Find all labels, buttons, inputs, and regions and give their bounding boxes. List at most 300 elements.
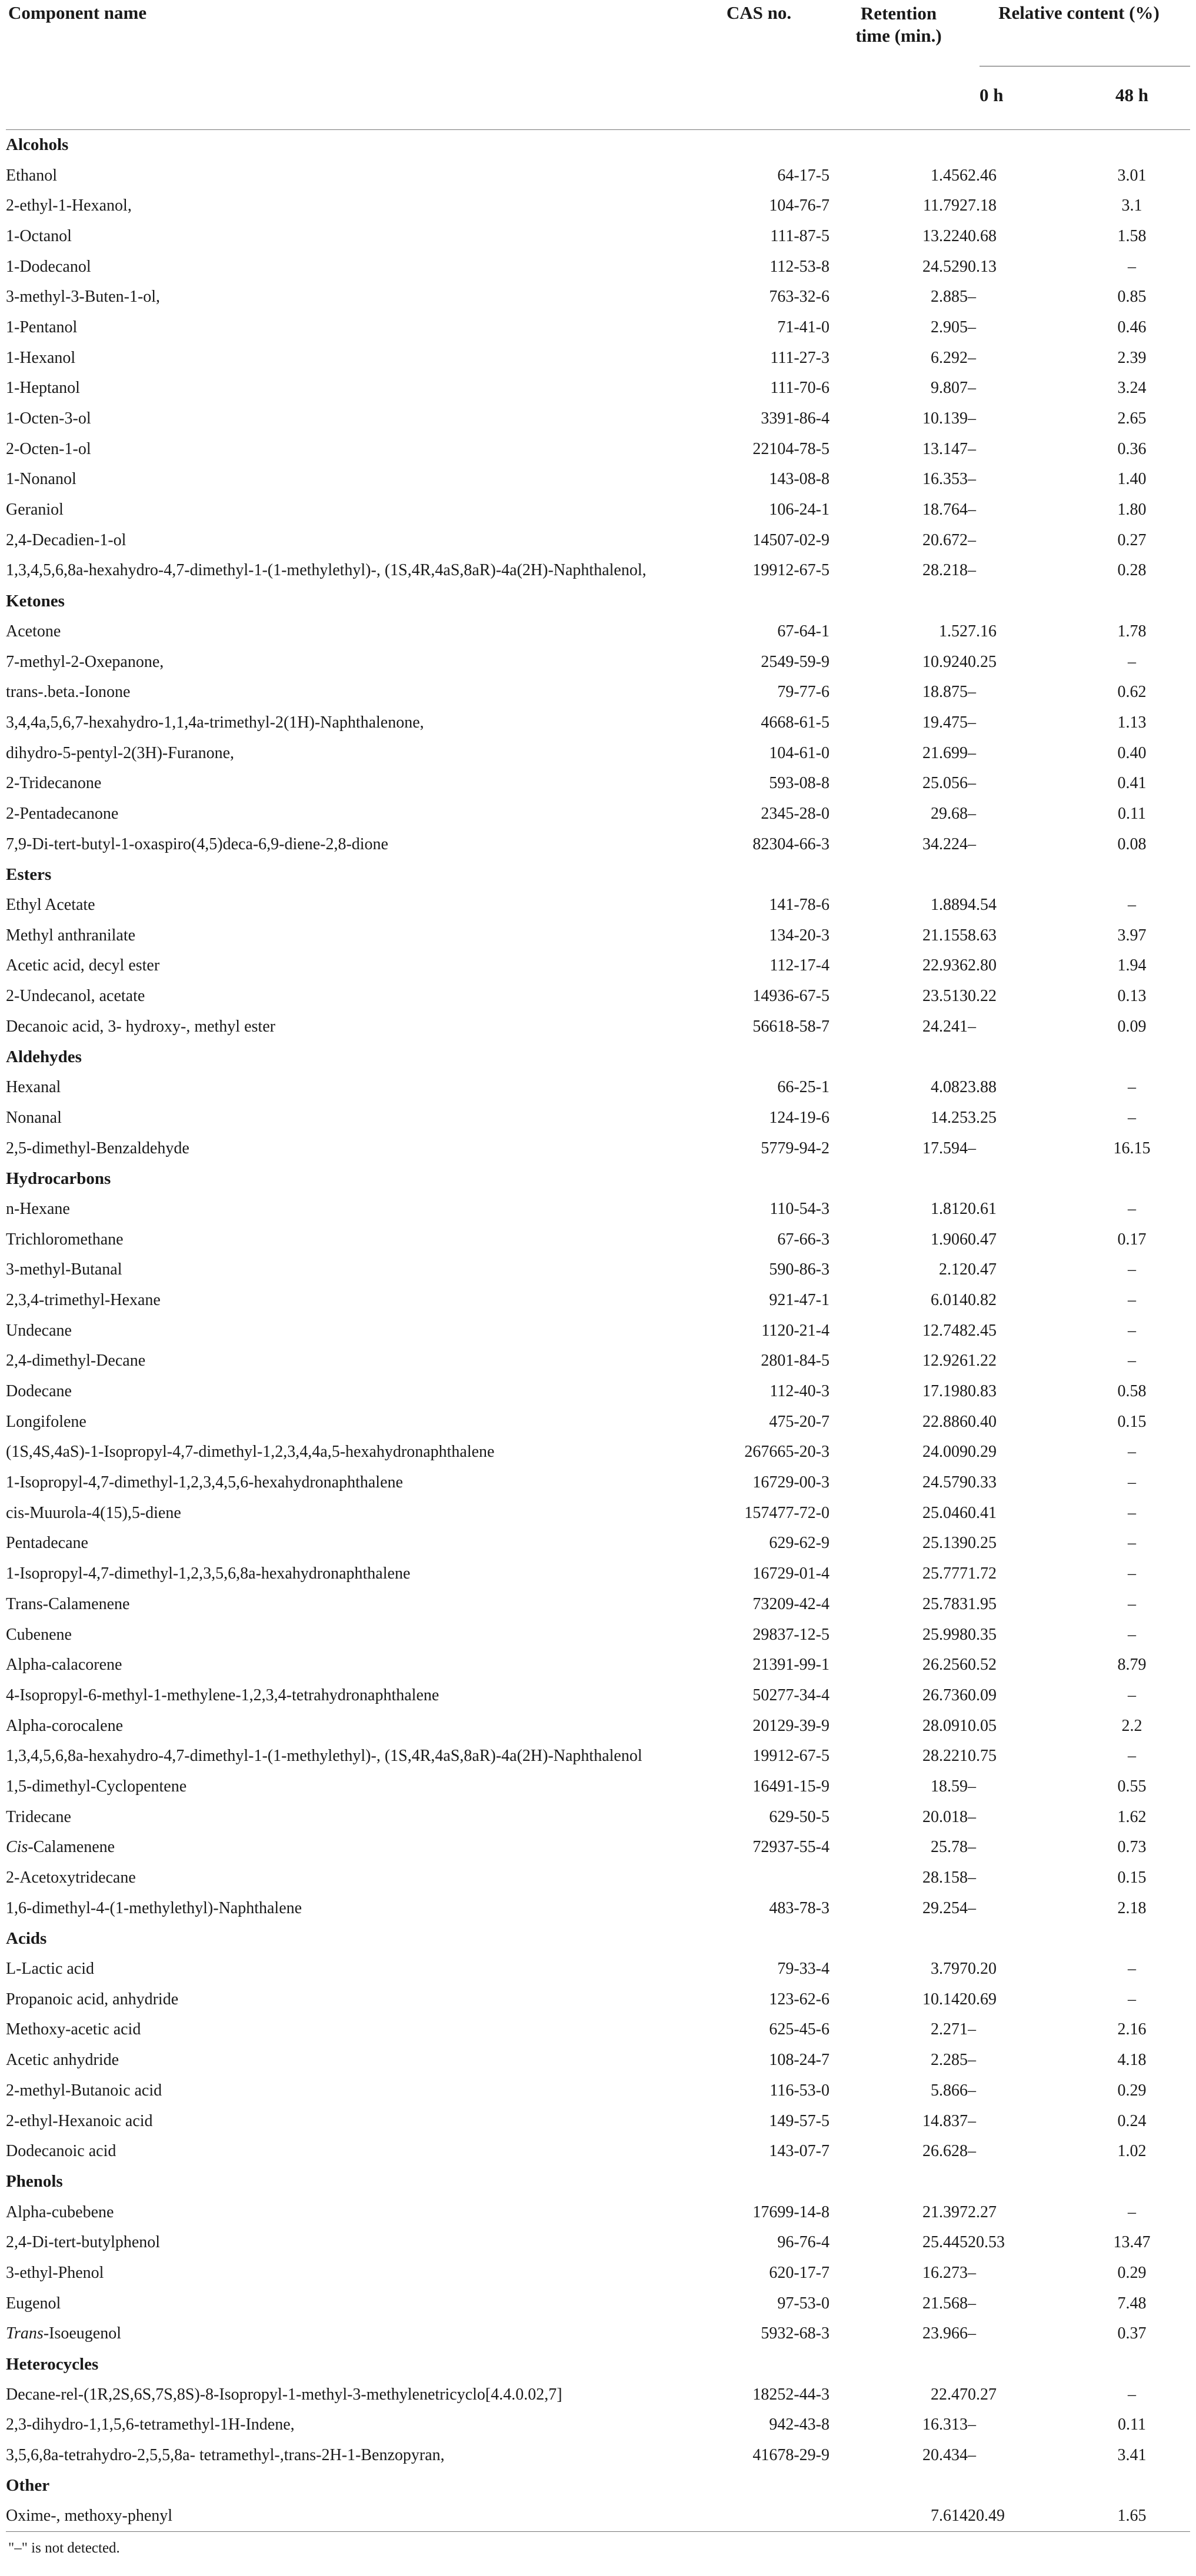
retention-time-cell: 28.158 — [922, 1868, 968, 1887]
content-0h-cell: 0.47 — [968, 1260, 997, 1279]
cas-cell: 143-07-7 — [769, 2142, 829, 2161]
retention-time-cell: 22.936 — [922, 956, 968, 975]
cas-cell: 14507-02-9 — [752, 530, 829, 549]
component-name-rest: -Isoeugenol — [43, 2324, 122, 2343]
table-row — [6, 708, 1190, 738]
cas-cell: 16729-00-3 — [752, 1473, 829, 1492]
table-row — [6, 1984, 1190, 2015]
component-name-cell: Pentadecane — [6, 1534, 88, 1553]
cas-cell: 111-70-6 — [770, 379, 829, 398]
content-0h-cell: 0.27 — [968, 2385, 997, 2404]
component-name-cell: 2,3,4-trimethyl-Hexane — [6, 1290, 161, 1309]
table-row — [6, 738, 1190, 769]
cas-cell: 593-08-8 — [769, 774, 829, 793]
component-name-cell: Hexanal — [6, 1078, 61, 1097]
content-0h-cell: 0.20 — [968, 1960, 997, 1978]
component-name-cell — [6, 2319, 688, 2350]
retention-time-cell: 12.748 — [922, 1321, 968, 1340]
content-0h-cell: 0.69 — [968, 1990, 997, 2008]
content-0h-cell: 0.22 — [968, 987, 997, 1006]
content-48h-cell: 13.47 — [1113, 2233, 1151, 2252]
retention-time-cell: 28.091 — [922, 1716, 968, 1735]
cas-cell: 111-87-5 — [770, 226, 829, 245]
retention-time-cell: 13.224 — [922, 226, 968, 245]
cas-cell: 29837-12-5 — [752, 1625, 829, 1644]
table-row — [6, 647, 1190, 678]
content-48h-cell: – — [1128, 1321, 1136, 1340]
component-name-cell: 1-Isopropyl-4,7-dimethyl-1,2,3,4,5,6-hexahydronaphthalene — [6, 1473, 403, 1492]
content-48h-cell: 0.37 — [1117, 2324, 1147, 2343]
component-name-cell: Propanoic acid, anhydride — [6, 1990, 179, 2008]
content-48h-cell: 0.36 — [1117, 439, 1147, 458]
cas-cell: 1120-21-4 — [761, 1321, 829, 1340]
component-name-cell: 1,5-dimethyl-Cyclopentene — [6, 1777, 187, 1796]
table-row — [6, 525, 1190, 556]
content-0h-cell: – — [968, 1838, 976, 1857]
content-48h-cell: – — [1128, 1594, 1136, 1613]
table-row — [6, 920, 1190, 951]
retention-time-cell: 21.397 — [922, 2203, 968, 2221]
cas-cell: 16491-15-9 — [752, 1777, 829, 1796]
retention-time-cell: 4.082 — [931, 1078, 968, 1097]
table-row — [6, 1954, 1190, 1984]
component-name-cell: 2,4-Decadien-1-ol — [6, 530, 126, 549]
content-48h-cell: 0.09 — [1117, 1017, 1147, 1036]
content-48h-cell: 0.58 — [1117, 1382, 1147, 1401]
table-row — [6, 2076, 1190, 2106]
table-row — [6, 799, 1190, 829]
content-0h-cell: – — [968, 774, 976, 793]
table-row — [6, 1833, 1190, 1863]
retention-time-cell: 24.579 — [922, 1473, 968, 1492]
cas-cell: 5779-94-2 — [761, 1139, 829, 1157]
component-name-cell: 3-methyl-Butanal — [6, 1260, 122, 1279]
group-title: Aldehydes — [6, 1047, 82, 1066]
retention-time-cell: 16.313 — [922, 2415, 968, 2434]
table-row — [6, 2501, 1190, 2532]
cas-cell: 97-53-0 — [777, 2294, 829, 2313]
cas-cell: 134-20-3 — [769, 926, 829, 945]
table-row — [6, 403, 1190, 434]
content-48h-cell: 0.40 — [1117, 743, 1147, 762]
cas-cell: 96-76-4 — [777, 2233, 829, 2252]
cas-cell: 921-47-1 — [769, 1290, 829, 1309]
content-0h-cell: 20.53 — [968, 2233, 1005, 2252]
content-48h-cell: 0.55 — [1117, 1777, 1147, 1796]
component-name-cell: Trans-Calamenene — [6, 1594, 130, 1613]
content-48h-cell: 1.94 — [1117, 956, 1147, 975]
content-48h-cell: 1.13 — [1117, 713, 1147, 732]
retention-time-cell: 19.475 — [922, 713, 968, 732]
retention-time-cell: 1.52 — [939, 622, 968, 640]
group-title: Phenols — [6, 2172, 63, 2191]
retention-time-cell: 21.699 — [922, 743, 968, 762]
table-row — [6, 2440, 1190, 2471]
content-0h-cell: – — [968, 2020, 976, 2039]
retention-time-cell: 20.018 — [922, 1807, 968, 1826]
content-0h-cell: 3.88 — [968, 1078, 997, 1097]
cas-cell: 143-08-8 — [769, 470, 829, 489]
group-title: Alcohols — [6, 135, 69, 155]
content-48h-cell: 0.17 — [1117, 1230, 1147, 1249]
cas-cell: 267665-20-3 — [744, 1443, 829, 1461]
content-48h-cell: – — [1128, 1078, 1136, 1097]
cas-cell: 112-53-8 — [769, 257, 829, 276]
content-48h-cell: 16.15 — [1113, 1139, 1151, 1157]
retention-time-cell: 25.777 — [922, 1564, 968, 1583]
group-title: Esters — [6, 865, 52, 884]
cas-cell: 5932-68-3 — [761, 2324, 829, 2343]
component-name-cell: 1-Heptanol — [6, 379, 80, 398]
component-name-italic: Trans — [6, 2324, 44, 2343]
content-0h-cell: – — [968, 2446, 976, 2465]
cas-cell: 141-78-6 — [769, 896, 829, 915]
cas-cell: 112-40-3 — [769, 1382, 829, 1401]
retention-time-cell: 28.221 — [922, 1747, 968, 1766]
table-row — [6, 434, 1190, 465]
content-0h-cell: 0.25 — [968, 1534, 997, 1553]
cas-cell: 629-62-9 — [769, 1534, 829, 1553]
cas-cell: 4668-61-5 — [761, 713, 829, 732]
content-48h-cell: 1.62 — [1117, 1807, 1147, 1826]
table-row — [6, 2015, 1190, 2046]
cas-cell: 20129-39-9 — [752, 1716, 829, 1735]
component-name-cell: L-Lactic acid — [6, 1960, 95, 1978]
content-0h-cell: – — [968, 1898, 976, 1917]
retention-time-cell: 1.456 — [931, 166, 968, 185]
component-name-cell: 2-Octen-1-ol — [6, 439, 91, 458]
retention-time-cell: 25.445 — [922, 2233, 968, 2252]
component-name-cell: Undecane — [6, 1321, 72, 1340]
cas-cell: 108-24-7 — [769, 2051, 829, 2070]
content-0h-cell: – — [968, 804, 976, 823]
group-title: Ketones — [6, 591, 65, 610]
content-48h-cell: 2.2 — [1121, 1716, 1142, 1735]
content-0h-cell: – — [968, 379, 976, 398]
cas-cell: 64-17-5 — [777, 166, 829, 185]
cas-cell: 111-27-3 — [770, 348, 829, 367]
content-0h-cell: – — [968, 470, 976, 489]
content-0h-cell: – — [968, 2111, 976, 2130]
retention-time-cell: 17.198 — [922, 1382, 968, 1401]
table-row — [6, 1407, 1190, 1437]
content-48h-cell: 1.65 — [1074, 2501, 1190, 2532]
component-name-cell: 3,4,4a,5,6,7-hexahydro-1,1,4a-trimethyl-2(1H)-Naphthalenone, — [6, 713, 424, 732]
content-48h-cell: 3.41 — [1117, 2446, 1147, 2465]
content-0h-cell: 0.82 — [968, 1290, 997, 1309]
retention-time-cell: 10.139 — [922, 409, 968, 428]
retention-time-cell: 2.12 — [939, 1260, 968, 1279]
component-name-cell: Nonanal — [6, 1108, 62, 1127]
content-0h-cell: 2.46 — [968, 166, 997, 185]
table-body — [6, 130, 1190, 2532]
retention-time-cell: 25.056 — [922, 774, 968, 793]
group-row — [6, 586, 1190, 616]
content-48h-cell: 2.65 — [1117, 409, 1147, 428]
retention-time-cell: 2.885 — [931, 288, 968, 306]
table-row — [6, 1863, 1190, 1893]
content-48h-cell: – — [1128, 1534, 1136, 1553]
table-row — [6, 1254, 1190, 1285]
cas-cell: 16729-01-4 — [752, 1564, 829, 1583]
retention-time-cell: 34.224 — [922, 835, 968, 853]
cas-cell: 73209-42-4 — [752, 1594, 829, 1613]
retention-time-cell: 25.139 — [922, 1534, 968, 1553]
table-row — [6, 2136, 1190, 2167]
content-48h-cell: 1.78 — [1117, 622, 1147, 640]
cas-cell: 104-76-7 — [769, 196, 829, 215]
cas-cell: 72937-55-4 — [752, 1838, 829, 1857]
component-name-cell: Decanoic acid, 3- hydroxy-, methyl ester — [6, 1017, 275, 1036]
table-row — [6, 1376, 1190, 1407]
component-name-cell: 2,4-dimethyl-Decane — [6, 1352, 146, 1370]
content-0h-cell: 0.68 — [968, 226, 997, 245]
component-name-cell: 2,3-dihydro-1,1,5,6-tetramethyl-1H-Indene, — [6, 2415, 295, 2434]
content-0h-cell: 1.22 — [968, 1352, 997, 1370]
retention-time-cell: 23.513 — [922, 987, 968, 1006]
table-row — [6, 890, 1190, 920]
table-row — [6, 161, 1190, 191]
content-0h-cell: – — [968, 2415, 976, 2434]
retention-time-cell: 11.792 — [923, 196, 968, 215]
content-0h-cell: – — [968, 1807, 976, 1826]
group-title: Acids — [6, 1928, 47, 1948]
cas-cell: 123-62-6 — [769, 1990, 829, 2008]
table-row — [6, 1194, 1190, 1224]
component-name-cell: Geraniol — [6, 500, 64, 519]
header-relative-content — [968, 0, 1190, 78]
retention-time-cell: 1.906 — [931, 1230, 968, 1249]
retention-time-cell: 7.614 — [829, 2501, 968, 2532]
content-48h-cell: 0.27 — [1117, 530, 1147, 549]
cas-cell: 21391-99-1 — [752, 1656, 829, 1674]
cas-cell: 56618-58-7 — [752, 1017, 829, 1036]
content-0h-cell: – — [968, 288, 976, 306]
retention-time-cell: 24.529 — [922, 257, 968, 276]
group-row — [6, 1042, 1190, 1073]
content-48h-cell: 0.11 — [1118, 804, 1146, 823]
retention-time-cell: 21.568 — [922, 2294, 968, 2313]
table-row — [6, 616, 1190, 647]
cas-cell: 625-45-6 — [769, 2020, 829, 2039]
content-0h-cell: 7.18 — [968, 196, 997, 215]
table-row — [6, 1437, 1190, 1468]
component-name-cell: 4-Isopropyl-6-methyl-1-methylene-1,2,3,4-tetrahydronaphthalene — [6, 1686, 439, 1704]
content-48h-cell: 3.1 — [1121, 196, 1142, 215]
table-row — [6, 1316, 1190, 1346]
retention-time-cell: 6.292 — [931, 348, 968, 367]
cas-cell: 2801-84-5 — [761, 1352, 829, 1370]
retention-time-cell: 10.142 — [922, 1990, 968, 2008]
content-48h-cell: 0.15 — [1117, 1412, 1147, 1431]
content-0h-cell: – — [968, 439, 976, 458]
content-48h-cell: 8.79 — [1117, 1656, 1147, 1674]
retention-time-cell: 23.966 — [922, 2324, 968, 2343]
component-name-italic: Cis — [6, 1838, 28, 1857]
cas-cell: 17699-14-8 — [752, 2203, 829, 2221]
cas-cell: 3391-86-4 — [761, 409, 829, 428]
content-48h-cell: – — [1128, 1199, 1136, 1218]
retention-time-cell: 2.285 — [931, 2051, 968, 2070]
content-48h-cell: 1.58 — [1117, 226, 1147, 245]
table-row — [6, 1346, 1190, 1377]
retention-time-cell: 5.866 — [931, 2081, 968, 2100]
content-48h-cell: 1.80 — [1117, 500, 1147, 519]
table-row — [6, 1133, 1190, 1164]
header-0h: 0 h — [980, 85, 1004, 105]
component-name-cell: Ethyl Acetate — [6, 896, 95, 915]
table-header — [6, 0, 1190, 130]
component-name-cell — [6, 1833, 688, 1863]
content-0h-cell: 0.09 — [968, 1686, 997, 1704]
content-48h-cell: – — [1128, 1686, 1136, 1704]
content-0h-cell: 0.13 — [968, 257, 997, 276]
content-0h-cell: 0.25 — [968, 652, 997, 671]
cas-cell: 19912-67-5 — [752, 561, 829, 580]
component-name-cell: Alpha-corocalene — [6, 1716, 123, 1735]
content-0h-cell: – — [968, 683, 976, 702]
content-0h-cell: 4.54 — [968, 896, 997, 915]
content-48h-cell: 4.18 — [1117, 2051, 1147, 2070]
content-0h-cell: – — [968, 2142, 976, 2161]
retention-time-cell: 29.254 — [922, 1898, 968, 1917]
content-0h-cell: – — [968, 1139, 976, 1157]
content-48h-cell: – — [1128, 2385, 1136, 2404]
cas-cell — [688, 1863, 829, 1893]
retention-time-cell: 13.147 — [922, 439, 968, 458]
component-name-cell: Methoxy-acetic acid — [6, 2020, 141, 2039]
cas-cell: 71-41-0 — [777, 318, 829, 336]
content-0h-cell: 2.27 — [968, 2203, 997, 2221]
cas-cell: 18252-44-3 — [752, 2385, 829, 2404]
cas-cell: 763-32-6 — [769, 288, 829, 306]
content-48h-cell: – — [1128, 1503, 1136, 1522]
content-48h-cell: 0.08 — [1117, 835, 1147, 853]
table-row — [6, 2380, 1190, 2410]
table-row — [6, 343, 1190, 373]
cas-cell: 41678-29-9 — [752, 2446, 829, 2465]
retention-time-cell: 2.271 — [931, 2020, 968, 2039]
content-0h-cell: 0.52 — [968, 1656, 997, 1674]
component-name-cell: 2-Acetoxytridecane — [6, 1868, 136, 1887]
cas-cell: 79-77-6 — [777, 683, 829, 702]
component-name-cell: (1S,4S,4aS)-1-Isopropyl-4,7-dimethyl-1,2,3,4,4a,5-hexahydronaphthalene — [6, 1443, 495, 1461]
header-48h: 48 h — [1115, 85, 1148, 105]
component-name-cell: 1,3,4,5,6,8a-hexahydro-4,7-dimethyl-1-(1-methylethyl)-, (1S,4R,4aS,8aR)-4a(2H)-Naphthalenol — [6, 1747, 642, 1766]
content-48h-cell: – — [1128, 1564, 1136, 1583]
cas-cell: 104-61-0 — [769, 743, 829, 762]
table-row — [6, 677, 1190, 708]
retention-time-cell: 16.273 — [922, 2263, 968, 2282]
retention-time-cell: 9.807 — [931, 379, 968, 398]
retention-time-cell: 25.046 — [922, 1503, 968, 1522]
retention-time-cell: 14.25 — [931, 1108, 968, 1127]
cas-cell: 2549-59-9 — [761, 652, 829, 671]
content-48h-cell: 1.40 — [1117, 470, 1147, 489]
component-name-cell: 1,3,4,5,6,8a-hexahydro-4,7-dimethyl-1-(1-methylethyl)-, (1S,4R,4aS,8aR)-4a(2H)-Naphthalenol, — [6, 561, 647, 580]
component-name-cell: 2-Undecanol, acetate — [6, 987, 145, 1006]
cas-cell: 629-50-5 — [769, 1807, 829, 1826]
table-row — [6, 951, 1190, 982]
retention-time-cell: 24.009 — [922, 1443, 968, 1461]
retention-time-cell: 22.47 — [931, 2385, 968, 2404]
retention-time-cell: 18.59 — [931, 1777, 968, 1796]
table-row — [6, 495, 1190, 525]
content-48h-cell: – — [1128, 257, 1136, 276]
header-cas-no: CAS no. — [726, 2, 792, 23]
retention-time-cell: 12.926 — [922, 1352, 968, 1370]
component-name-cell: Tridecane — [6, 1807, 71, 1826]
component-name-cell: Acetone — [6, 622, 61, 640]
group-row — [6, 2349, 1190, 2380]
component-name-cell: dihydro-5-pentyl-2(3H)-Furanone, — [6, 743, 235, 762]
retention-time-cell: 29.68 — [931, 804, 968, 823]
component-name-cell: 2-Pentadecanone — [6, 804, 119, 823]
content-0h-cell: – — [968, 318, 976, 336]
content-48h-cell: 0.13 — [1117, 987, 1147, 1006]
content-0h-cell: – — [968, 1868, 976, 1887]
content-48h-cell: 2.16 — [1117, 2020, 1147, 2039]
table-row — [6, 1893, 1190, 1924]
content-0h-cell: 0.47 — [968, 1230, 997, 1249]
content-48h-cell: – — [1128, 1990, 1136, 2008]
table-row — [6, 191, 1190, 221]
retention-time-cell: 25.783 — [922, 1594, 968, 1613]
retention-time-cell: 24.241 — [922, 1017, 968, 1036]
component-name-cell: Eugenol — [6, 2294, 61, 2313]
table-row — [6, 282, 1190, 312]
cas-cell: 67-66-3 — [777, 1230, 829, 1249]
component-name-cell: Cubenene — [6, 1625, 72, 1644]
component-name-cell: 3,5,6,8a-tetrahydro-2,5,5,8a- tetramethyl-,trans-2H-1-Benzopyran, — [6, 2446, 445, 2465]
component-name-cell: Acetic anhydride — [6, 2051, 119, 2070]
cas-cell: 112-17-4 — [769, 956, 829, 975]
table-row — [6, 2258, 1190, 2288]
component-name-cell: Dodecanoic acid — [6, 2142, 116, 2161]
component-name-cell: 2-ethyl-1-Hexanol, — [6, 196, 132, 215]
content-0h-cell: – — [968, 2324, 976, 2343]
component-name-cell: Acetic acid, decyl ester — [6, 956, 160, 975]
table-row — [6, 829, 1190, 860]
cas-cell: 942-43-8 — [769, 2415, 829, 2434]
content-0h-cell: 0.33 — [968, 1473, 997, 1492]
content-0h-cell: – — [968, 500, 976, 519]
cas-cell: 483-78-3 — [769, 1898, 829, 1917]
table-row — [6, 1498, 1190, 1529]
cas-cell: 149-57-5 — [769, 2111, 829, 2130]
content-48h-cell: – — [1128, 1473, 1136, 1492]
cas-cell: 110-54-3 — [769, 1199, 829, 1218]
retention-time-cell: 25.998 — [922, 1625, 968, 1644]
cas-cell: 82304-66-3 — [752, 835, 829, 853]
table-row — [6, 1012, 1190, 1042]
content-0h-cell: – — [968, 2263, 976, 2282]
content-0h-cell: 0.41 — [968, 1503, 997, 1522]
component-name-cell: 2-Tridecanone — [6, 774, 102, 793]
relative-content-table — [6, 0, 1190, 2532]
content-0h-cell: – — [968, 348, 976, 367]
component-name-cell: 1-Hexanol — [6, 348, 76, 367]
content-48h-cell: 2.39 — [1117, 348, 1147, 367]
component-name-cell: n-Hexane — [6, 1199, 70, 1218]
content-0h-cell: 0.75 — [968, 1747, 997, 1766]
table-row — [6, 1072, 1190, 1103]
content-0h-cell: – — [968, 1017, 976, 1036]
component-name-cell: Oxime-, methoxy-phenyl — [6, 2501, 688, 2532]
retention-time-cell: 20.434 — [922, 2446, 968, 2465]
table-row — [6, 252, 1190, 282]
group-row — [6, 2471, 1190, 2501]
